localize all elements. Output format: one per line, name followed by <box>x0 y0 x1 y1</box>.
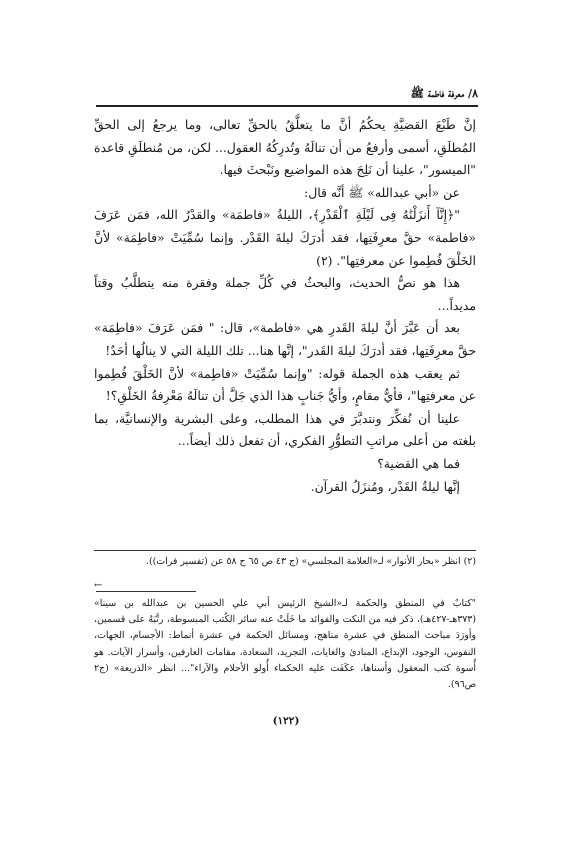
paragraph: عن «أبي عبدالله» ﷺ أنَّه قال: <box>304 184 460 200</box>
paragraph: ثم يعقب هذه الجملة قوله: "وإنما سُمِّيَتْ «فاطِمة» لأنَّ الخَلْقَ فُطِموا عن معرفتِها"، فأيُّ مقامٍ، وأيُّ جَنابٍ هذا الذي جَلَّ أن تنالَهُ مَعْرِفةُ الخَلْقِ؟! <box>94 365 476 404</box>
running-header <box>96 87 478 107</box>
continued-note-divider <box>96 591 196 592</box>
page-number: (١٢٢) <box>272 715 300 727</box>
paragraph: بعد أن عَبَّرَ أنَّ ليلةَ القَدرِ هي «فاطمة»، قال: " فمَن عَرَفَ «فاطِمَة» حقَّ معرِفَتِها، فقد أدرَكَ ليلةَ القَدر"، إنَّها هنا... تلك الليلة التي لا ينالُها أحَدٌ! <box>94 320 476 358</box>
running-title: ٨/ معرفة فاطمة ﷺ <box>410 87 478 100</box>
continued-note <box>94 596 476 693</box>
footnote-divider <box>94 550 476 551</box>
paragraph: إنَّ طَبْعَ القضيَّةِ يحكُمُ أنَّ ما يتعلَّقُ بالحقِّ تعالى، وما يرجعُ إلى الحقِّ المُطلَقِ، أسمى وأرفعُ من أن تنالَهُ وتُدرِكُهُ العقول... لكن، من مُنطلَقِ قاعدة "الميسور"، علينا أن نَلِجَ هذه المواضيع ونَبْحثَ فيها. <box>94 117 476 178</box>
answer-line: إنَّها ليلةُ القَدْر، ومُنزَلُ القرآن. <box>310 478 460 494</box>
continuation-arrow-icon: ← <box>94 580 103 591</box>
paragraph: هذا هو نصُّ الحديث، والبحثُ في كُلِّ جملة وفقرة منه يتطلَّبُ وقتاً مديداً... <box>94 275 476 313</box>
question-line: فما هي القضية؟ <box>377 455 460 471</box>
note-paragraph: "كتابٌ في المنطق والحكمة لـ«الشيخ الرئيس أبي علي الحسين بن عبدالله بن سينا» (٣٧٣هـ-٤٢٧هـ)، ذكر فيه من النكت والفوائد ما خَلَتْ عنه سائر الكُتب المبسوطة، رتَّبَهُ على قسمين، وأورَدَ مباحث المنطق في عشرة مناهج، ومسائل الحكمة في عشرة أنماط: الأجسام، الجهات، النفوس، الوجود، الإبداع، المبادئ والغايات، التجريد، السعادة، مقامات العارفين، وأسرار الآيات. هو أُسوة كتب المعقول وأسناها، عكَفَت عليه الحكماء أُولو الأحلام والآراء"... انظر «الذريعة» (ج٢ ص٩٦). <box>94 598 476 691</box>
hadith-quote: "﴿إِنَّآ أَنزَلْنَٰهُ فِى لَيْلَةِ ٱلْقَدْرِ﴾، الليلةُ «فاطمَة» والقدْرُ الله، فمَن عَرَفَ «فاطمة» حقَّ معرِفَتِها، فقد أدرَكَ ليلةَ القَدْر. وإنما سُمِّيَتْ «فاطِمَة» لأنَّ الخَلْقَ فُطِموا عن معرفتِها". (٢) <box>94 207 476 268</box>
main-text <box>94 114 476 498</box>
paragraph: علينا أن نُفكِّرَ ونتدبَّرَ في هذا المطلب، وعلى البشرية والإنسانيَّة، بما بلغته من أعلى مراتبِ التطوُّرِ الفكري، أن تفعل ذلك أيضاً... <box>94 410 476 449</box>
footnote: (٢) انظر «بحار الأنوار» لـ«العلامة المجلسي» (ج ٤٣ ص ٦٥ ح ٥٨ عن (تفسير فرات)). <box>146 556 476 567</box>
